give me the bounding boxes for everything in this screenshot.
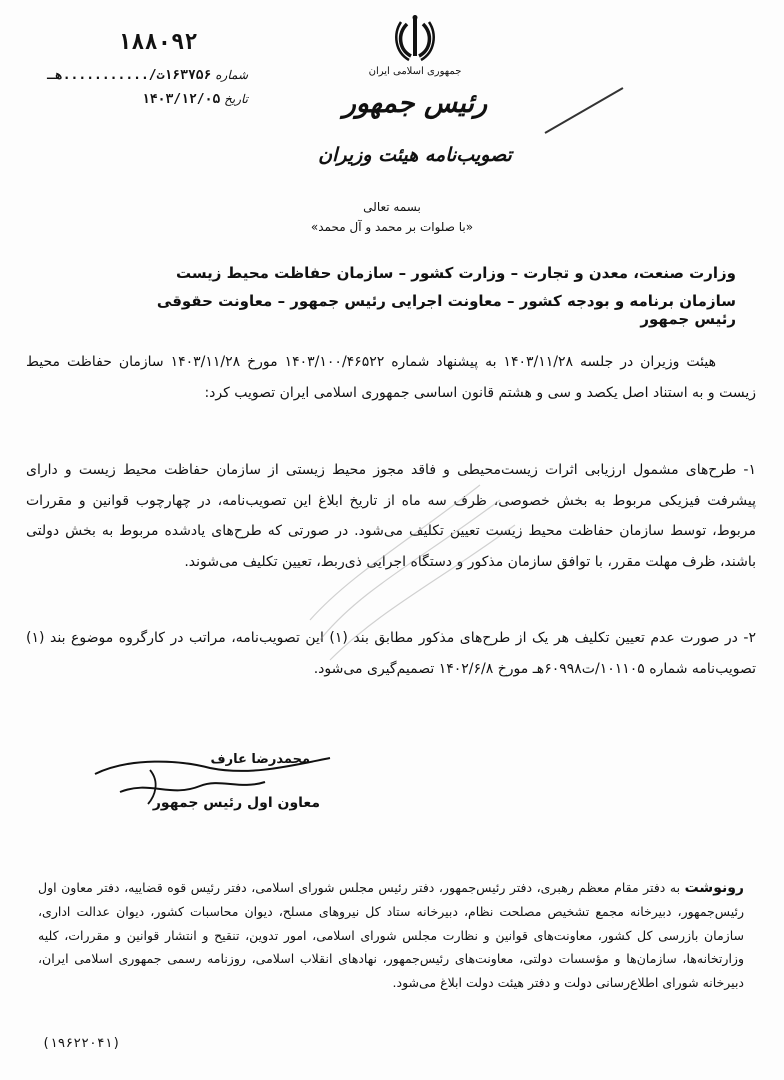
- number-row: [47, 68, 248, 83]
- iran-emblem-icon: [393, 14, 437, 64]
- intro-paragraph: هیئت وزیران در جلسه ۱۴۰۳/۱۱/۲۸ به پیشنهاد شماره ۱۴۰۳/۱۰۰/۴۶۵۲۲ مورخ ۱۴۰۳/۱۱/۲۸ سازمان حفاظت محیط زیست و به استناد اصل یکصد و سی و هشتم قانون اساسی جمهوری اسلامی ایران تصویب کرد:: [26, 354, 756, 401]
- signatory-name: محمدرضا عارف: [210, 752, 310, 767]
- clause-1: ۱- طرح‌های مشمول ارزیابی اثرات زیست‌محیطی و فاقد مجوز محیط زیستی از سازمان حفاظت محیط زیست و دارای پیشرفت فیزیکی مربوط به بخش خصوصی، ظرف سه ماه از تاریخ ابلاغ این تصویب‌نامه، در چهارچوب قوانین و مقررات مربوط، توسط سازمان حفاظت محیط زیست تعیین تکلیف می‌شود. در صورتی که طرح‌های یادشده مربوط به بخش دولتی باشند، ظرف مهلت مقرر، با توافق سازمان مذکور و دستگاه اجرایی ذی‌ربط، تعیین تکلیف می‌شوند.: [26, 462, 756, 570]
- cc-block: [38, 876, 744, 994]
- number-label: شماره: [215, 68, 248, 82]
- registry-number: ۱۸۸۰۹۲: [118, 30, 198, 55]
- cc-text: به دفتر مقام معظم رهبری، دفتر رئیس‌جمهور، دفتر رئیس مجلس شورای اسلامی، دفتر رئیس قوه قضاییه، دفتر معاون اول رئیس‌جمهور، دبیرخانه مجمع تشخیص مصلحت نظام، دبیرخانه ستاد کل نیروهای مسلح، دیوان محاسبات کشور، دیوان عدالت اداری، سازمان بازرسی کل کشور، معاونت‌های قوانین و نظارت مجلس شورای اسلامی، امور تدوین، تنقیح و انتشار قوانین و مقررات، کلیه وزارتخانه‌ها، سازمان‌ها و مؤسسات دولتی، معاونت‌های رئیس‌جمهور، نهادهای انقلاب اسلامی، روزنامه رسمی جمهوری اسلامی ایران، دبیرخانه شورای اطلاع‌رسانی دولت و دفتر هیئت دولت ابلاغ می‌شود.: [38, 880, 744, 990]
- president-title: رئیس جمهور: [342, 88, 488, 119]
- document-code: (۱۹۶۲۲۰۴۱): [42, 1036, 121, 1051]
- clause-2: ۲- در صورت عدم تعیین تکلیف هر یک از طرح‌های مذکور مطابق بند (۱) این تصویب‌نامه، مراتب در کارگروه موضوع بند (۱) تصویب‌نامه شماره ۱۰۱۱۰۵/ت۶۰۹۹۸هـ مورخ ۱۴۰۲/۶/۸ تصمیم‌گیری می‌شود.: [26, 630, 757, 677]
- date-value: ۱۴۰۳/۱۲/۰۵: [142, 92, 221, 107]
- decorative-stroke: [545, 87, 624, 134]
- republic-title: جمهوری اسلامی ایران: [368, 66, 462, 77]
- addressees-line-2: سازمان برنامه و بودجه کشور – معاونت اجرایی رئیس جمهور – معاونت حقوقی رئیس جمهور: [156, 292, 736, 328]
- signatory-title: معاون اول رئیس جمهور: [152, 795, 320, 811]
- salawat: «با صلوات بر محمد و آل محمد»: [310, 220, 474, 234]
- cabinet-title: تصویب‌نامه هیئت وزیران: [318, 144, 512, 166]
- date-row: [78, 92, 248, 107]
- cc-label: رونوشت: [684, 880, 744, 896]
- date-label: تاریخ: [224, 92, 248, 106]
- basmala: بسمه تعالی: [363, 200, 421, 214]
- addressees-line-1: وزارت صنعت، معدن و تجارت – وزارت کشور – سازمان حفاظت محیط زیست: [176, 264, 736, 282]
- number-value: ۱۶۳۷۵۶ت/...........: [62, 68, 212, 83]
- number-suffix: هـ: [47, 68, 63, 83]
